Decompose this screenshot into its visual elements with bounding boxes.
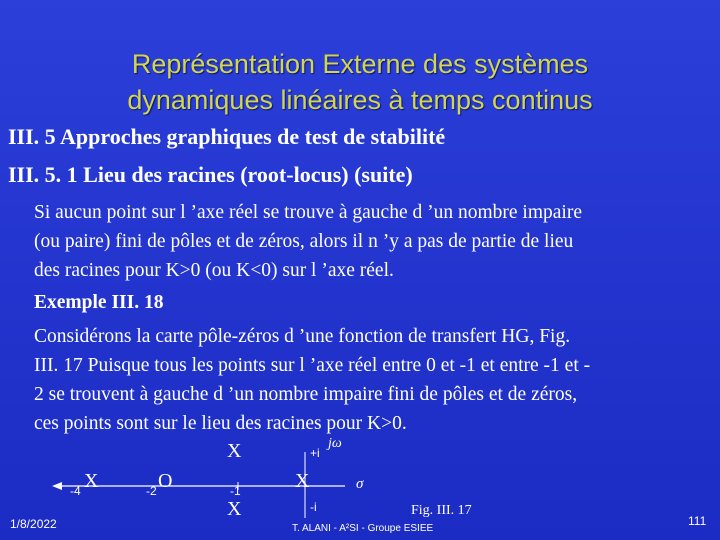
figure-caption: Fig. III. 17 [411,503,472,518]
section-heading: III. 5 Approches graphiques de test de stabilité [8,124,446,149]
body-line: Considérons la carte pôle-zéros d ’une fonction de transfert HG, Fig. [34,326,571,347]
subsection-heading: III. 5. 1 Lieu des racines (root-locus) (suite) [8,162,413,187]
label-sigma: σ [356,476,364,492]
label-plus-i: +i [310,446,320,460]
body-line: ces points sont sur le lieu des racines pour K>0. [34,413,407,434]
body-line: des racines pour K>0 (ou K<0) sur l ’axe réel. [34,260,394,281]
body-line: (ou paire) fini de pôles et de zéros, alors il n ’y a pas de partie de lieu [34,231,574,252]
label-minus-1: -1 [230,484,241,498]
real-axis-arrowhead [52,482,62,490]
label-minus-2: -2 [146,484,157,498]
footer-date: 1/8/2022 [10,517,57,531]
zero-marker-minus-2: O [158,470,173,492]
footer-author: T. ALANI - A²SI - Groupe ESIEE [292,523,434,534]
body-line: 2 se trouvent à gauche d ’un nombre impaire fini de pôles et de zéros, [34,384,578,405]
pole-marker-minus-4: X [84,470,99,492]
slide-title-line-1: Représentation Externe des systèmes [131,49,589,79]
label-j-omega: jω [328,436,342,451]
page-number: 111 [688,514,707,528]
label-minus-4: -4 [70,484,81,498]
slide-title-line-2: dynamiques linéaires à temps continus [127,85,593,115]
pole-marker-minus-i: X [227,498,242,520]
body-line: Si aucun point sur l ’axe réel se trouve à gauche d ’un nombre impaire [34,202,582,223]
pole-marker-origin: X [295,470,310,492]
example-title: Exemple III. 18 [34,292,164,313]
body-line: III. 17 Puisque tous les points sur l ’axe réel entre 0 et -1 et entre -1 et - [34,355,591,376]
label-minus-i: -i [310,500,317,514]
slide-title [20,46,700,118]
pole-marker-plus-i: X [227,440,242,462]
